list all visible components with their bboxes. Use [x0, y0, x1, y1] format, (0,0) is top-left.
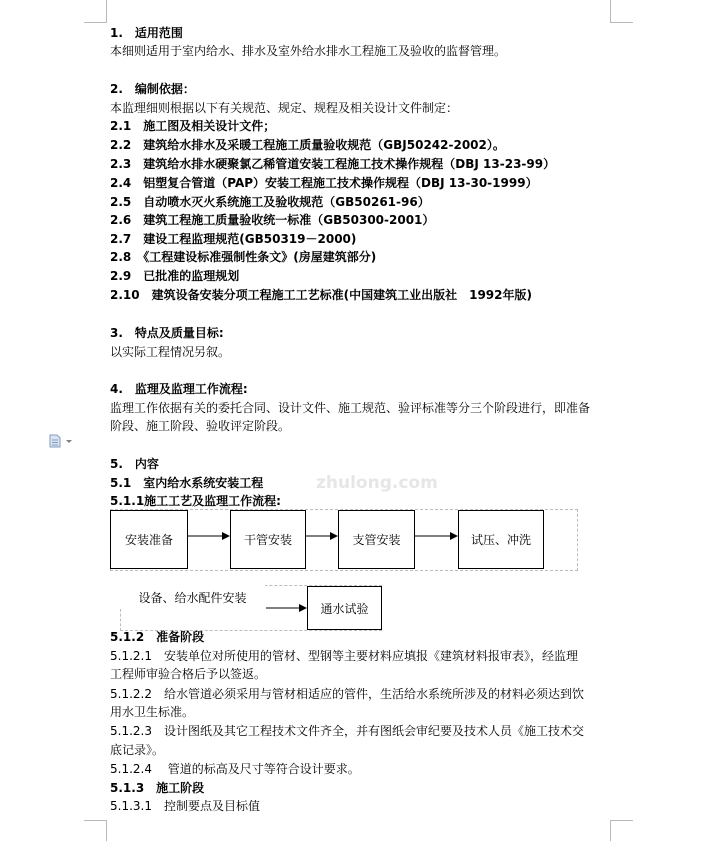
- ref-item: [110, 268, 239, 284]
- ref-num: 2.4: [110, 176, 132, 190]
- section-3-title: 3. 特点及质量目标:: [110, 326, 224, 340]
- flow-step-branch-pipe: [338, 510, 415, 569]
- ref-num: 2.3: [110, 157, 132, 171]
- ref-num: 2.2: [110, 138, 132, 152]
- paragraph-5-1-2-1-line1: 5.1.2.1 安装单位对所使用的管材、型钢等主要材料应填报《建筑材料报审表》，经监理: [110, 649, 578, 663]
- section-5-1-3-title: 5.1.3 施工阶段: [110, 781, 205, 795]
- section-5-1-3-1: 5.1.3.1 控制要点及目标值: [110, 799, 260, 813]
- ref-item: [110, 194, 430, 210]
- ref-item: [110, 137, 505, 153]
- section-4-text-line1: 监理工作依据有关的委托合同、设计文件、施工规范、验评标准等分三个阶段进行，即准备: [110, 401, 591, 415]
- paragraph-5-1-2-2-line1: 5.1.2.2 给水管道必须采用与管材相适应的管件，生活给水系统所涉及的材料必须达到饮: [110, 687, 584, 701]
- paragraph-5-1-2-1-line2: 工程师审验合格后予以签返。: [110, 667, 267, 681]
- ref-item: [110, 231, 356, 247]
- ref-text: 建筑给水排水硬聚氯乙稀管道安装工程施工技术操作规程（DBJ 13-23-99）: [143, 157, 556, 171]
- ref-text: 建筑设备安装分项工程施工工艺标准(中国建筑工业出版社 1992年版): [151, 288, 532, 302]
- ref-num: 2.6: [110, 213, 132, 227]
- ref-num: 2.9: [110, 269, 132, 283]
- section-5-1-1-title: 5.1.1施工工艺及监理工作流程:: [110, 494, 281, 508]
- ref-num: 2.5: [110, 195, 132, 209]
- paragraph-5-1-2-3-line2: 底记录》。: [110, 743, 165, 757]
- paragraph-5-1-2-2-line2: 用水卫生标准。: [110, 705, 195, 719]
- section-1-title: 1. 适用范围: [110, 26, 183, 40]
- section-2-title: 2. 编制依据：: [110, 82, 195, 96]
- watermark-text: zhulong.com: [316, 473, 438, 493]
- flow-step-label: 干管安装: [243, 533, 292, 547]
- flow-step-equipment-install: [120, 585, 265, 609]
- crop-mark-top-right: [610, 0, 633, 23]
- section-3-text: 以实际工程情况另叙。: [110, 345, 231, 359]
- paragraph-5-1-2-4: 5.1.2.4 管道的标高及尺寸等符合设计要求。: [110, 762, 360, 776]
- ref-num: 2.8: [110, 250, 132, 264]
- ref-text: 铝塑复合管道（PAP）安装工程施工技术操作规程（DBJ 13-30-1999）: [143, 176, 538, 190]
- ref-num: 2.1: [110, 119, 132, 133]
- flow-step-label: 设备、给水配件安装: [138, 590, 247, 605]
- ref-item: [110, 175, 538, 191]
- ref-text: 建筑给水排水及采暖工程施工质量验收规范（GBJ50242-2002）。: [143, 138, 505, 152]
- ref-text: 已批准的监理规划: [143, 269, 240, 283]
- ref-num: 2.7: [110, 232, 132, 246]
- ref-text: 《工程建设标准强制性条文》(房屋建筑部分): [143, 250, 377, 264]
- ref-item: [110, 249, 376, 265]
- flow-step-label: 通水试验: [320, 601, 369, 616]
- ref-text: 建筑工程施工质量验收统一标准（GB50300-2001）: [143, 213, 435, 227]
- ref-text: 自动喷水灭火系统施工及验收规范（GB50261-96）: [143, 195, 430, 209]
- flow-step-label: 支管安装: [352, 533, 401, 547]
- crop-mark-bottom-left: [84, 820, 107, 841]
- section-5-1-title: 5.1 室内给水系统安装工程: [110, 476, 264, 490]
- section-4-text-line2: 阶段、施工阶段、验收评定阶段。: [110, 419, 291, 433]
- document-icon[interactable]: [48, 434, 76, 448]
- flow-step-label: 试压、冲洗: [470, 533, 531, 547]
- flow-step-main-pipe: [230, 510, 306, 569]
- ref-item: [110, 156, 555, 172]
- section-4-title: 4. 监理及监理工作流程:: [110, 382, 248, 396]
- ref-num: 2.10: [110, 288, 140, 302]
- ref-text: 建设工程监理规范(GB50319－2000): [143, 232, 357, 246]
- section-5-title: 5. 内容: [110, 457, 159, 471]
- flow-step-label: 安装准备: [124, 533, 173, 547]
- ref-item: [110, 287, 532, 303]
- crop-mark-bottom-right: [610, 820, 633, 841]
- flow-step-water-test: [307, 586, 382, 630]
- flow-step-pressure-test: [458, 510, 544, 569]
- section-2-text: 本监理细则根据以下有关规范、规定、规程及相关设计文件制定：: [110, 101, 459, 115]
- paragraph-5-1-2-3-line1: 5.1.2.3 设计图纸及其它工程技术文件齐全，并有图纸会审纪要及技术人员《施工技术交: [110, 724, 584, 738]
- crop-mark-top-left: [84, 0, 107, 23]
- ref-item: [110, 212, 434, 228]
- section-5-1-2-title: 5.1.2 准备阶段: [110, 630, 205, 644]
- ref-item: [110, 118, 275, 134]
- section-1-text: 本细则适用于室内给水、排水及室外给水排水工程施工及验收的监督管理。: [110, 44, 507, 58]
- flow-step-prepare: [110, 510, 188, 569]
- ref-text: 施工图及相关设计文件；: [143, 119, 276, 133]
